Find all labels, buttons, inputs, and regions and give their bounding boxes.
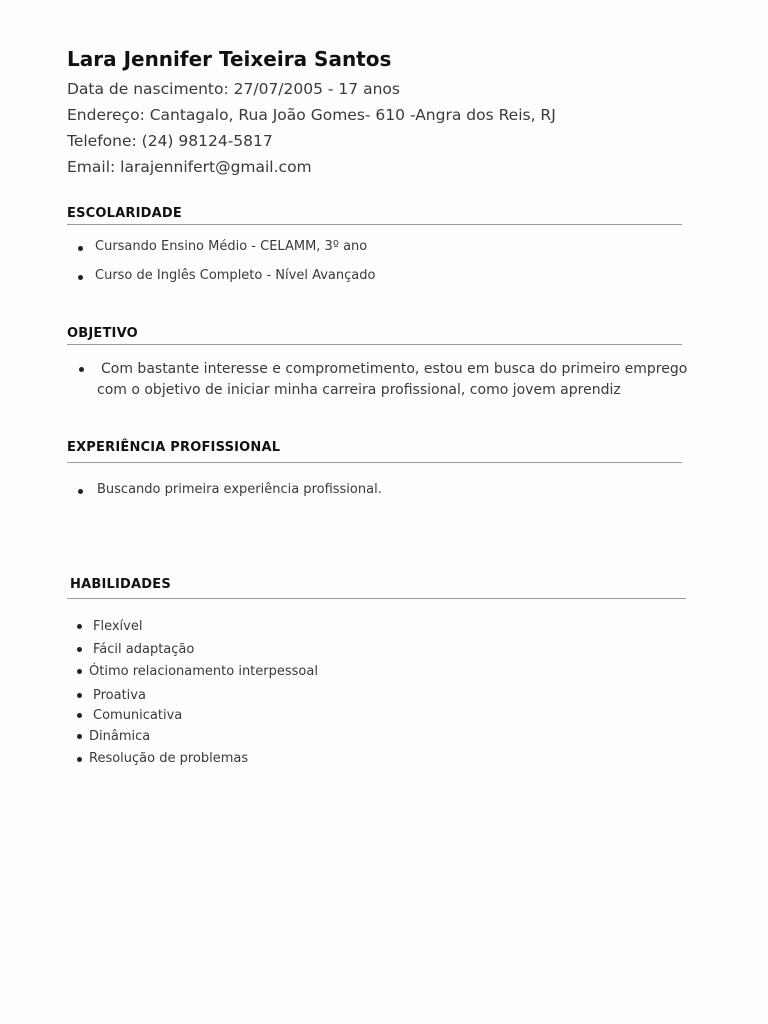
section-title-experiencia: EXPERIÊNCIA PROFISSIONAL (67, 440, 281, 455)
email: Email: larajennifert@gmail.com (67, 158, 312, 176)
skill-item: Fácil adaptação (93, 642, 195, 657)
skill-item: Resolução de problemas (89, 751, 249, 766)
bullet-icon (77, 693, 82, 698)
skill-item: Ótimo relacionamento interpessoal (89, 664, 318, 679)
experience-item: Buscando primeira experiência profissional. (97, 482, 382, 497)
section-title-habilidades: HABILIDADES (70, 577, 171, 592)
section-divider (67, 598, 686, 599)
skill-item: Dinâmica (89, 729, 151, 744)
skill-item: Comunicativa (93, 708, 183, 723)
address: Endereço: Cantagalo, Rua João Gomes- 610 -Angra dos Reis, RJ (67, 106, 556, 124)
section-divider (67, 462, 682, 463)
skill-item: Flexível (93, 619, 143, 634)
skill-item: Proativa (93, 688, 146, 703)
objective-line-1: Com bastante interesse e comprometimento, estou em busca do primeiro emprego (101, 361, 688, 377)
section-title-escolaridade: ESCOLARIDADE (67, 206, 182, 221)
section-divider (67, 224, 682, 225)
education-item: Curso de Inglês Completo - Nível Avançado (95, 268, 376, 283)
bullet-icon (77, 647, 82, 652)
bullet-icon (77, 669, 82, 674)
bullet-icon (77, 734, 82, 739)
bullet-icon (77, 624, 82, 629)
objective-line-2: com o objetivo de iniciar minha carreira profissional, como jovem aprendiz (97, 382, 621, 398)
section-divider (67, 344, 682, 345)
bullet-icon (79, 367, 84, 372)
birth-date: Data de nascimento: 27/07/2005 - 17 anos (67, 80, 400, 98)
bullet-icon (78, 489, 83, 494)
phone: Telefone: (24) 98124-5817 (67, 132, 273, 150)
bullet-icon (78, 275, 83, 280)
section-title-objetivo: OBJETIVO (67, 326, 138, 341)
education-item: Cursando Ensino Médio - CELAMM, 3º ano (95, 239, 368, 254)
bullet-icon (77, 757, 82, 762)
bullet-icon (78, 246, 83, 251)
candidate-name: Lara Jennifer Teixeira Santos (67, 47, 392, 71)
bullet-icon (77, 713, 82, 718)
